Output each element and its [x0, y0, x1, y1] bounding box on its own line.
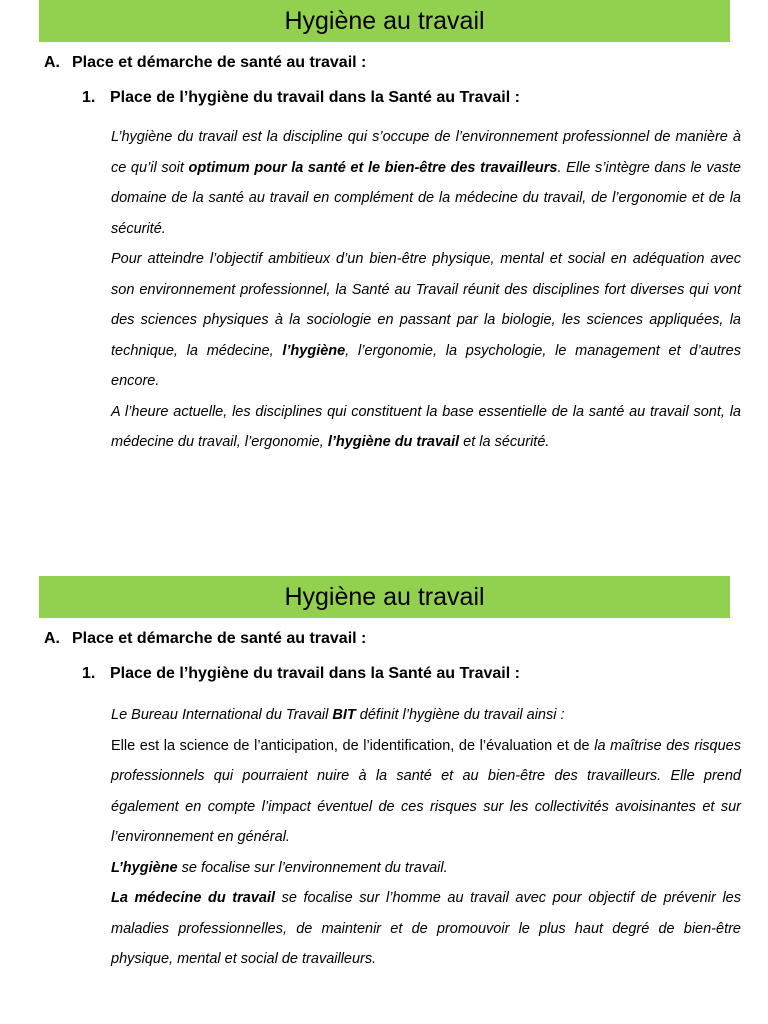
- text-run: définit l’hygiène du travail ainsi :: [355, 707, 565, 723]
- emphasis: L’hygiène: [111, 859, 178, 876]
- emphasis: optimum pour la santé et le bien-être des travailleurs: [188, 159, 558, 176]
- subsection-marker: 1.: [82, 665, 96, 682]
- slide-body: [111, 122, 741, 458]
- text-run: la maîtrise des risques professionnels qui pourraient nuire à la santé et au bien-être des travailleurs. Elle prend également en compte l’impact éventuel de ces risques sur les collectivités avoisinantes et sur l’environnement en général.: [111, 737, 741, 845]
- section-label: Place et démarche de santé au travail :: [72, 54, 367, 71]
- slide-title-banner: [39, 576, 730, 618]
- slide-title-banner: [39, 0, 730, 42]
- emphasis: BIT: [332, 707, 356, 723]
- paragraph: [111, 853, 741, 884]
- section-marker: A.: [44, 630, 60, 647]
- subsection-label: Place de l’hygiène du travail dans la Santé au Travail :: [110, 89, 520, 106]
- text-run: , l’ergonomie, la psychologie, le management et d’autres encore.: [111, 342, 741, 389]
- subsection-heading: [82, 89, 520, 107]
- paragraph: [111, 700, 741, 731]
- text-run: se focalise sur l’environnement du travail.: [177, 859, 448, 876]
- text-run: Pour atteindre l’objectif ambitieux d’un bien-être physique, mental et social en adéquation avec son environnement professionnel, la Santé au Travail réunit des disciplines fort diverses qui vont des sciences physiques à la sociologie en passant par la biologie, les sciences appliquées, la technique, la médecine,: [111, 251, 741, 359]
- text-run: L’hygiène du travail est la discipline qui s’occupe de l’environnement professionnel de manière à ce qu’il soit: [111, 129, 741, 176]
- text-run: Le Bureau International du Travail: [111, 707, 333, 723]
- section-heading: [44, 630, 366, 648]
- paragraph: [111, 244, 741, 397]
- subsection-marker: 1.: [82, 89, 96, 106]
- section-label: Place et démarche de santé au travail :: [72, 630, 367, 647]
- emphasis: l’hygiène du travail: [327, 434, 460, 450]
- paragraph: [111, 397, 741, 458]
- subsection-heading: [82, 665, 520, 683]
- paragraph: [111, 122, 741, 244]
- text-run: et la sécurité.: [459, 434, 550, 450]
- slide-title: Hygiène au travail: [284, 582, 485, 611]
- text-run: Elle est la science de l’anticipation, de l’identification, de l’évaluation et de: [111, 737, 595, 754]
- slide-body: [111, 700, 741, 975]
- subsection-label: Place de l’hygiène du travail dans la Santé au Travail :: [110, 665, 520, 682]
- text-run: se focalise sur l’homme au travail avec pour objectif de prévenir les maladies professionnelles, de maintenir et de promouvoir le plus haut degré de bien-être physique, mental et social de travailleurs.: [111, 890, 741, 967]
- section-marker: A.: [44, 54, 60, 71]
- emphasis: La médecine du travail: [111, 890, 276, 906]
- text-run: A l’heure actuelle, les disciplines qui constituent la base essentielle de la santé au travail sont, la médecine du travail, l’ergonomie,: [111, 403, 741, 450]
- section-heading: [44, 54, 366, 72]
- paragraph: [111, 731, 741, 853]
- emphasis: l’hygiène: [282, 342, 346, 359]
- slide-title: Hygiène au travail: [284, 6, 485, 35]
- text-run: . Elle s’intègre dans le vaste domaine de la santé au travail en complément de la médecine du travail, de l’ergonomie et de la sécurité.: [111, 159, 742, 237]
- paragraph: [111, 883, 741, 975]
